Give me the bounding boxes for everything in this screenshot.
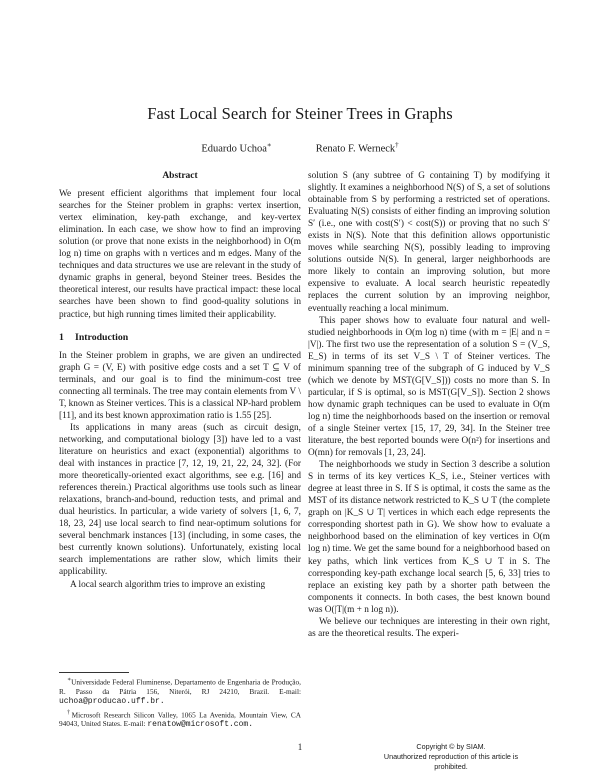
copyright-line-2: Unauthorized reproduction of this article is prohibited. (383, 752, 519, 771)
author-1-mark: ∗ (266, 141, 272, 149)
intro-paragraph-1: In the Steiner problem in graphs, we are given an undirected graph G = (V, E) with positive edge costs and a set T ⊆ V of terminals, and our goal is to find the minimum-cost tree connecting all terminals. The tree may contain elements from V \ T, known as Steiner vertices. This is a classical NP-hard problem [11], and its best known approximation ratio is 1.55 [25]. (59, 350, 301, 421)
abstract-text: We present efficient algorithms that implement four local searches for the Steiner problem in graphs: vertex insertion, vertex elimination, key-path exchange, and key-vertex elimination. In each case, we show how to find an improving solution (or prove that none exists in the neighborhood) in O(m log n) time on graphs with n vertices and m edges. Many of the techniques and data structures we use are relevant in the study of dynamic graphs in general, beyond Steiner trees. Besides the theoretical interest, our results have practical impact: these local searches have been shown to find good-quality solutions in practice, but high running times limited their applicability. (59, 189, 301, 320)
copyright-line-1: Copyright © by SIAM. (416, 742, 486, 751)
footnote-2-text: Microsoft Research Silicon Valley, 1065 La Avenida, Mountain View, CA 94043, United States. E-mail: (59, 710, 301, 729)
section-title: Introduction (75, 331, 129, 343)
author-2-name: Renato F. Werneck (315, 143, 396, 155)
footnote-2-mark: † (67, 709, 72, 716)
intro-paragraph-7: We believe our techniques are interesting in their own right, as are the theoretical results. The experi- (308, 616, 550, 639)
author-1-name: Eduardo Uchoa (201, 143, 267, 155)
footnote-1-mark: ∗ (67, 677, 72, 683)
intro-paragraph-2: Its applications in many areas (such as circuit design, networking, and computational biology [3]) have led to a vast literature on heuristics and exact (exponential) algorithms to deal with instances in practice [7, 12, 19, 21, 22, 24, 32]. (For more theoretically-oriented exact algorithms, see e.g. [16] and references therein.) Practical algorithms use tools such as linear relaxations, branch-and-bound, reduction tests, and primal and dual heuristics. In particular, a wide variety of solvers [1, 6, 7, 18, 23, 24] use local search to find near-optimum solutions for several benchmark instances [13] (including, in some cases, the best currently known solutions). Unfortunately, existing local search implementations are rather slow, which limits their applicability. (59, 422, 301, 578)
abstract-heading: Abstract (162, 171, 198, 181)
intro-paragraph-3: A local search algorithm tries to improve an existing (70, 579, 266, 590)
footnote-rule (59, 672, 129, 673)
intro-paragraph-4: solution S (any subtree of G containing T) by modifying it slightly. It examines a neighborhood N(S) of S, a set of solutions obtainable from S by performing a restricted set of operations. Evaluating N(S) consists of either finding an improving solution S′ (i.e., one with cost(S′) < cost(S)) or proving that no such S′ exists in N(S). Note that this definition allows opportunistic moves while searching N(S), possibly leading to improving solutions outside N(S). In general, larger neighborhoods are more likely to contain an improving solution, but more expensive to evaluate. A local search heuristic repeatedly replaces the current solution by an improving neighbor, eventually reaching a local minimum. (308, 171, 550, 314)
footnotes (59, 672, 301, 732)
footnote-1-email: uchoa@producao.uff.br. (59, 697, 165, 707)
page-number: 1 (297, 742, 303, 752)
footnote-1-text: Universidade Federal Fluminense, Departamento de Engenharia de Produção, R. Passo da Pátria 156, Niterói, RJ 24210, Brazil. E-mail: (59, 677, 301, 696)
author-2 (316, 141, 399, 155)
footnote-1 (59, 676, 301, 707)
paper-title: Fast Local Search for Steiner Trees in Graphs (147, 104, 453, 123)
author-2-mark: † (395, 141, 399, 149)
author-1 (201, 141, 271, 155)
author-list (150, 141, 450, 155)
footnote-2 (59, 709, 301, 730)
footnote-2-email: renatow@microsoft.com. (147, 720, 253, 730)
section-heading (59, 332, 301, 344)
intro-paragraph-5: This paper shows how to evaluate four natural and well-studied neighborhoods in O(m log n) time (with m = |E| and n = |V|). The first two use the representation of a solution S = (V_S, E_S) in terms of its set V_S \ T of Steiner vertices. The minimum spanning tree of the subgraph of G induced by V_S (which we denote by MST(G[V_S])) costs no more than S. In particular, if S is optimal, so is MST(G[V_S]). Section 2 shows how dynamic graph techniques can be used to evaluate in O(m log n) time the neighborhoods based on the insertion or removal of a single Steiner vertex [15, 17, 29, 34]. In the Steiner tree literature, the best reported bounds were O(n²) for insertions and O(mn) for removals [1, 23, 24]. (308, 315, 550, 459)
intro-paragraph-6: The neighborhoods we study in Section 3 describe a solution S in terms of its key vertices K_S, i.e., Steiner vertices with degree at least three in S. If S is optimal, it costs the same as the MST of its distance network restricted to K_S ∪ T (the complete graph on |K_S ∪ T| vertices in which each edge represents the corresponding shortest path in G). We show how to evaluate a neighborhood based on the elimination of key vertices in O(m log n) time. We get the same bound for a neighborhood based on key paths, which link vertices from K_S ∪ T in S. The corresponding key-path exchange local search [5, 6, 33] tries to replace an existing key path by a shorter path between the components it connects. In both cases, the best known bound was O(|T|(m + n log n)). (308, 460, 550, 615)
section-number: 1 (59, 331, 64, 343)
right-column (308, 170, 550, 640)
copyright-notice (371, 742, 531, 772)
left-column (59, 170, 301, 591)
